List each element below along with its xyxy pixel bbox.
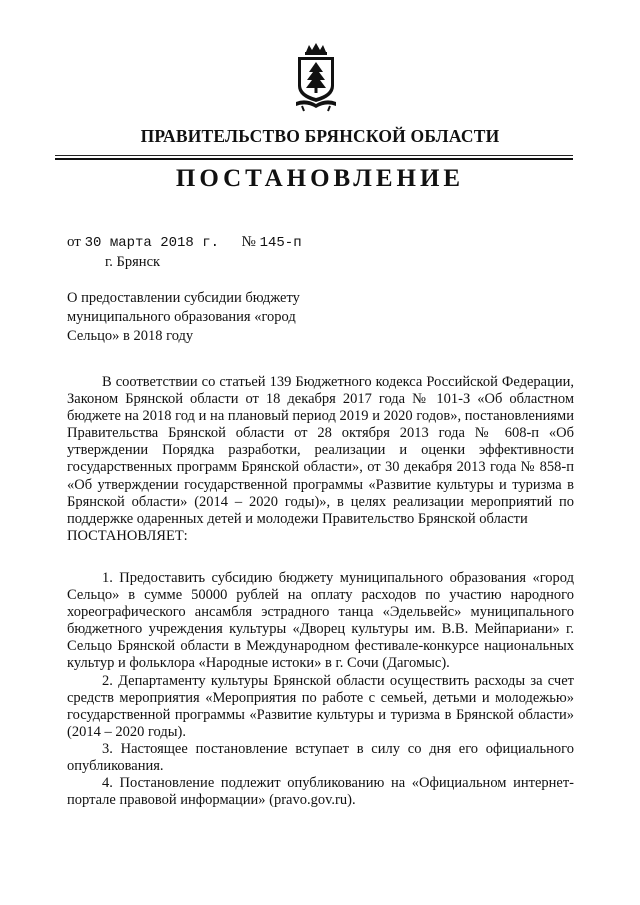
number-prefix: № <box>241 234 256 250</box>
header-divider-thick <box>55 158 573 160</box>
subject-line: муниципального образования «город <box>67 309 296 325</box>
document-body <box>67 374 574 809</box>
document-number: 145-п <box>259 235 302 251</box>
date-value: 30 марта 2018 г. <box>84 235 220 251</box>
coat-of-arms-icon <box>292 42 340 112</box>
subject-block <box>67 289 347 346</box>
header-divider-thin <box>55 155 573 156</box>
preamble-paragraph: В соответствии со статьей 139 Бюджетного кодекса Российской Федерации, Законом Брянской области от 18 декабря 2017 года № 101-З «Об областном бюджете на 2018 год и на плановый период 2019 и 2020 годов», постановлениями Правительства Брянской области от 28 октября 2013 года № 608-п «Об утверждении Порядка разработки, реализации и оценки эффективности государственных программ Брянской области», от 30 декабря 2013 года № 858-п «Об утверждении государственной программы «Развитие культуры и туризма в Брянской области» (2014 – 2020 годы)», в целях реализации мероприятий по поддержке одаренных детей и молодежи Правительство Брянской области <box>67 374 574 527</box>
resolution-item-3: 3. Настоящее постановление вступает в силу со дня его официального опубликования. <box>67 740 574 774</box>
resolution-item-4: 4. Постановление подлежит опубликованию на «Официальном интернет-портале правовой информации» (pravo.gov.ru). <box>67 775 574 809</box>
subject-line: О предоставлении субсидии бюджету <box>67 290 300 306</box>
document-type-title: ПОСТАНОВЛЕНИЕ <box>175 165 465 192</box>
resolution-item-1: 1. Предоставить субсидию бюджету муниципального образования «город Сельцо» в сумме 50000 рублей на оплату расходов по участию народного хореографического ансамбля эстрадного танца «Эдельвейс» муниципального бюджетного учреждения культуры «Дворец культуры им. В.В. Мейпариани» г. Сельцо Брянской области в Международном фестивале-конкурсе национальных культур и фольклора «Народные истоки» в г. Сочи (Дагомыс). <box>67 569 574 672</box>
government-name: ПРАВИТЕЛЬСТВО БРЯНСКОЙ ОБЛАСТИ <box>140 126 500 146</box>
date-number-line <box>67 234 302 251</box>
subject-line: Сельцо» в 2018 году <box>67 328 194 344</box>
city: г. Брянск <box>105 254 161 270</box>
date-prefix: от <box>67 234 81 250</box>
resolution-item-2: 2. Департаменту культуры Брянской области осуществить расходы за счет средств мероприятия «Мероприятия по работе с семьей, детьми и молодежью» государственной программы «Развитие культуры и туризма в Брянской области» (2014 – 2020 годы). <box>67 672 574 740</box>
resolves-heading: ПОСТАНОВЛЯЕТ: <box>67 527 188 544</box>
